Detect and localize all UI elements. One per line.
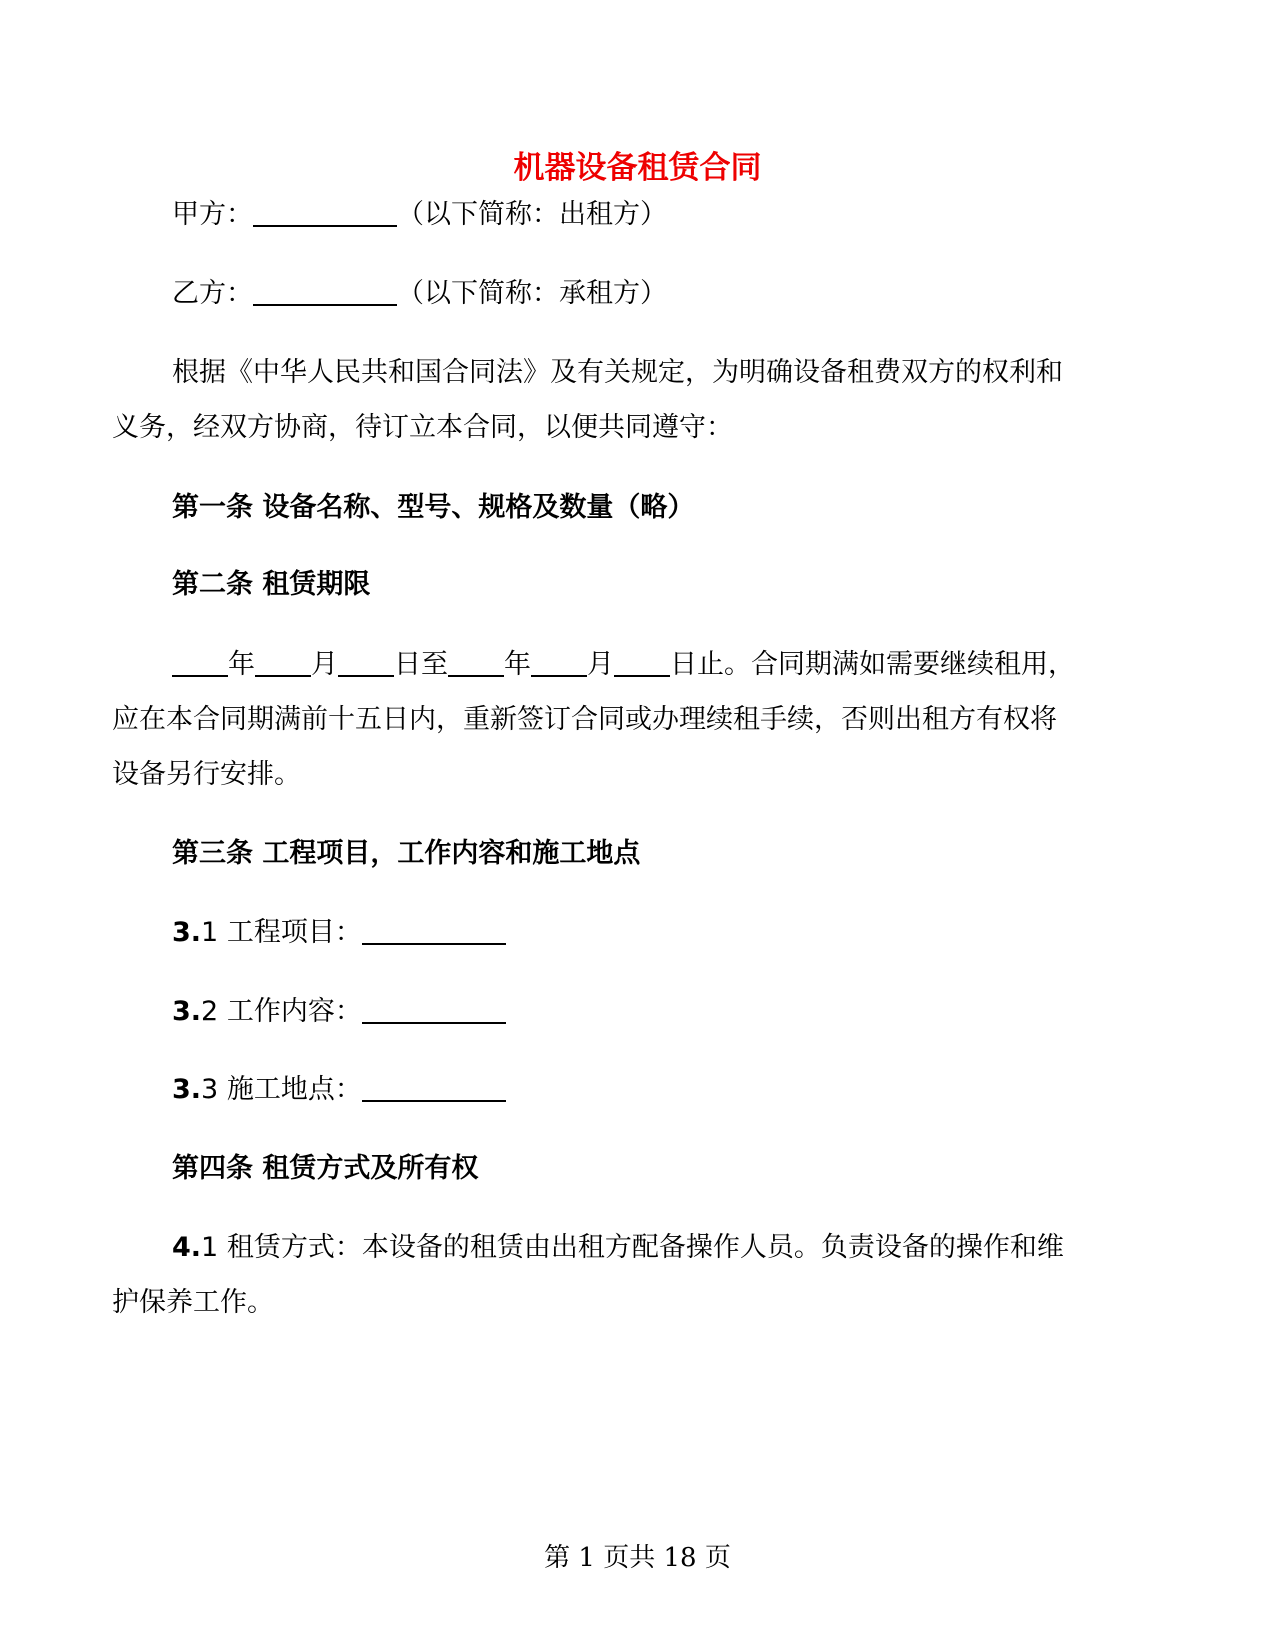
- party-b-suffix: （以下简称：承租方）: [397, 278, 667, 309]
- site-blank[interactable]: [362, 1074, 506, 1102]
- start-day-blank[interactable]: [338, 649, 394, 677]
- item-3-3-num: 3.: [172, 1074, 202, 1105]
- item-3-3-label: 施工地点：: [218, 1074, 362, 1105]
- year-label-2: 年: [504, 649, 531, 680]
- lease-term-line-2: 应在本合同期满前十五日内，重新签订合同或办理续租手续，否则出租方有权将: [112, 704, 1057, 735]
- item-4-1-line-1: [112, 1219, 1222, 1277]
- item-3-2-sub: 2: [201, 996, 219, 1027]
- year-label: 年: [228, 649, 255, 680]
- item-3-2-num: 3.: [172, 996, 202, 1027]
- item-3-1-label: 工程项目：: [218, 917, 362, 948]
- item-4-1-num: 4.: [172, 1232, 202, 1263]
- party-b-label: 乙方：: [172, 278, 253, 309]
- start-month-blank[interactable]: [255, 649, 311, 677]
- item-3-2-label: 工作内容：: [218, 996, 362, 1027]
- party-a-blank[interactable]: [253, 199, 397, 227]
- item-3-2: [112, 983, 1222, 1041]
- page-footer: 第 1 页共 18 页: [544, 1543, 731, 1573]
- party-b-blank[interactable]: [253, 278, 397, 306]
- document-title: 机器设备租赁合同: [513, 150, 762, 186]
- article-4-heading: 第四条 租赁方式及所有权: [172, 1153, 479, 1184]
- article-2-heading: 第二条 租赁期限: [172, 569, 371, 600]
- item-3-3: [112, 1061, 1222, 1119]
- month-label-2: 月: [587, 649, 614, 680]
- party-a-label: 甲方：: [172, 199, 253, 230]
- article-3-heading: 第三条 工程项目，工作内容和施工地点: [172, 838, 641, 869]
- end-day-blank[interactable]: [614, 649, 670, 677]
- day-end-text: 日止。合同期满如需要继续租用，: [670, 649, 1075, 680]
- lease-term-line-3: 设备另行安排。: [112, 759, 301, 790]
- item-4-1-text: 租赁方式：本设备的租赁由出租方配备操作人员。负责设备的操作和维: [218, 1232, 1064, 1263]
- item-3-1-num: 3.: [172, 917, 202, 948]
- item-3-1: [112, 904, 1222, 962]
- end-month-blank[interactable]: [531, 649, 587, 677]
- item-3-3-sub: 3: [201, 1074, 219, 1105]
- start-year-blank[interactable]: [172, 649, 228, 677]
- end-year-blank[interactable]: [448, 649, 504, 677]
- item-4-1-line-2: 护保养工作。: [112, 1287, 274, 1318]
- article-1-heading: 第一条 设备名称、型号、规格及数量（略）: [172, 492, 695, 523]
- month-label: 月: [311, 649, 338, 680]
- party-a-suffix: （以下简称：出租方）: [397, 199, 667, 230]
- party-b-line: [112, 265, 1222, 323]
- day-to-label: 日至: [394, 649, 448, 680]
- item-3-1-sub: 1: [201, 917, 219, 948]
- lease-term-line-1: [112, 636, 1222, 694]
- intro-line-1: 根据《中华人民共和国合同法》及有关规定，为明确设备租费双方的权利和: [172, 357, 1063, 388]
- intro-line-2: 义务，经双方协商，待订立本合同，以便共同遵守：: [112, 412, 733, 443]
- work-content-blank[interactable]: [362, 996, 506, 1024]
- item-4-1-sub: 1: [201, 1232, 219, 1263]
- party-a-line: [112, 186, 1222, 244]
- project-blank[interactable]: [362, 917, 506, 945]
